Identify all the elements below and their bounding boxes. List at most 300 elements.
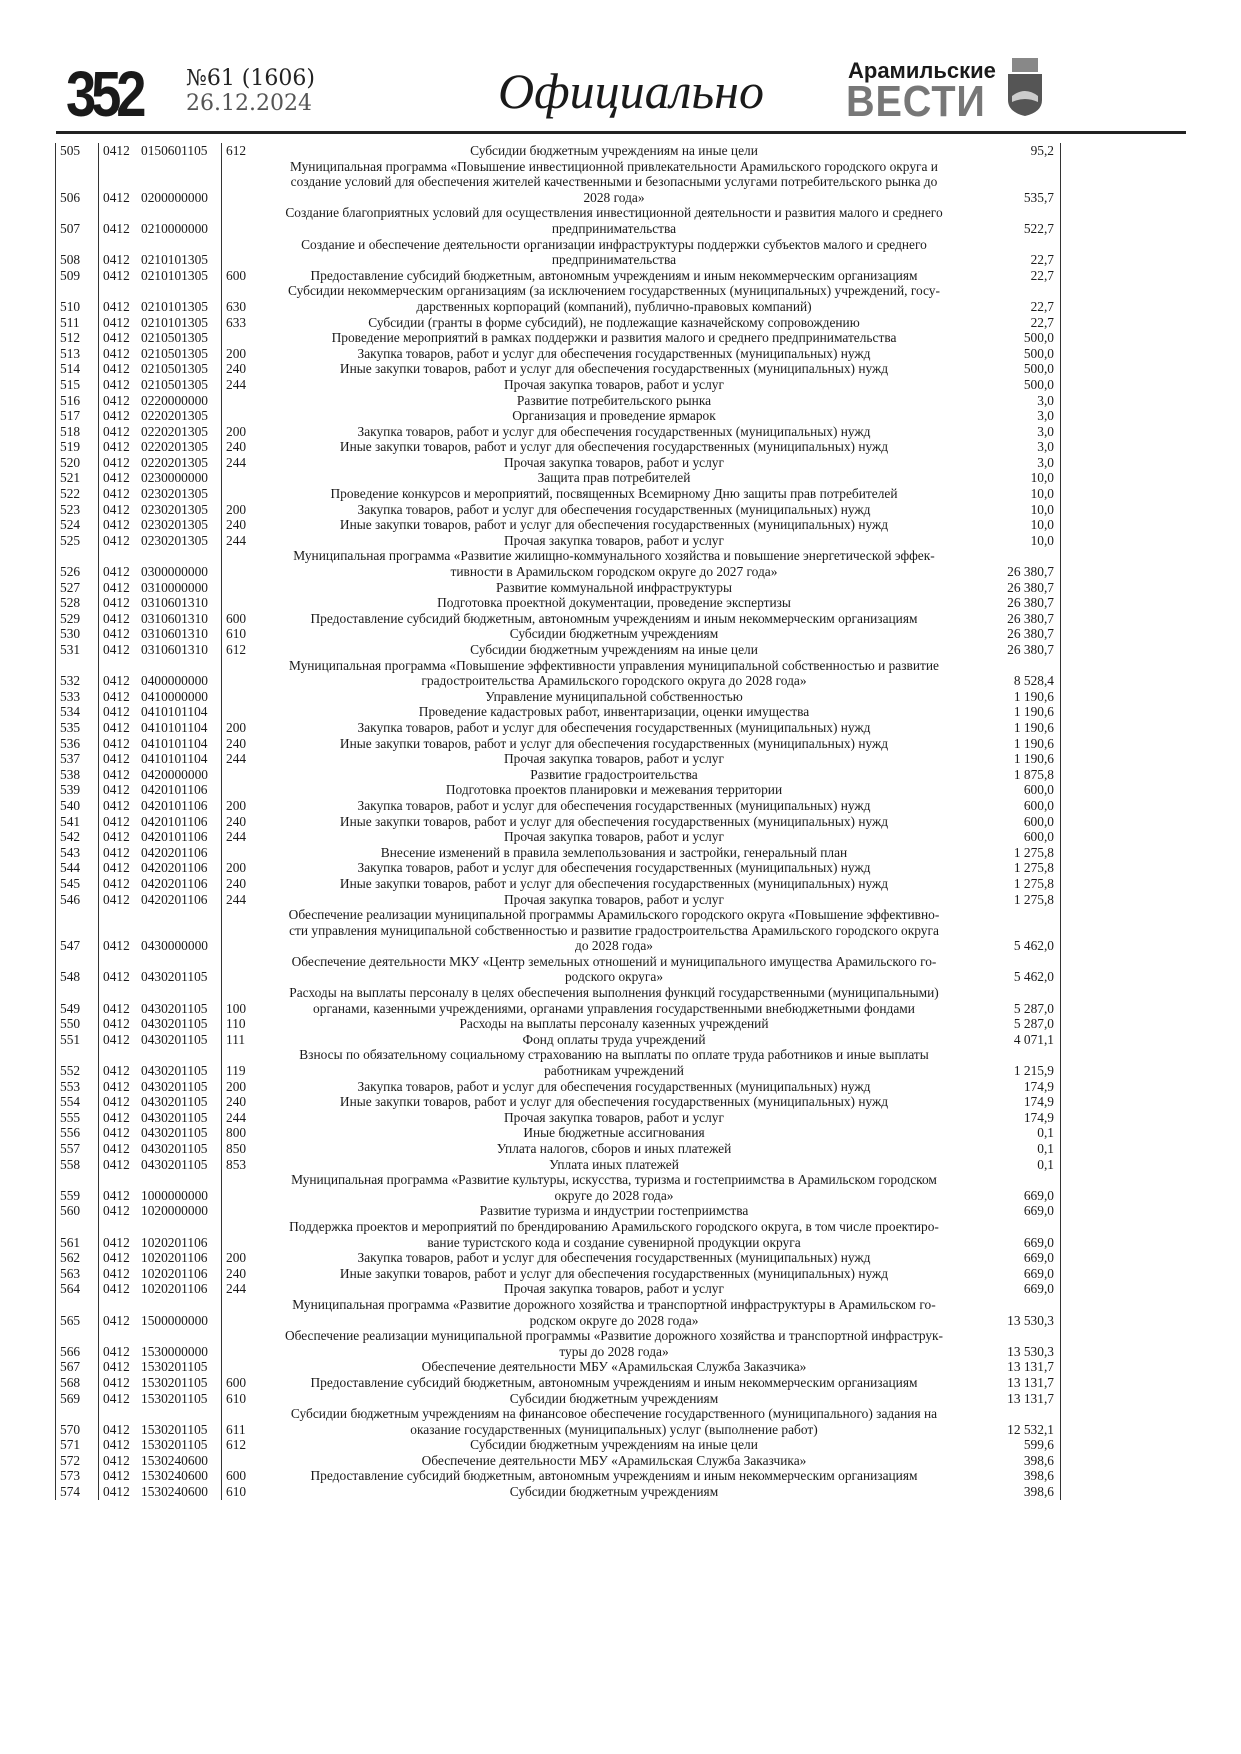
row-number: 552 (56, 1047, 99, 1078)
row-number: 537 (56, 751, 99, 767)
target-code: 1000000000 (141, 1187, 208, 1203)
target-code: 0420201106 (141, 891, 208, 907)
item-name: Обеспечение деятельности МБУ «Арамильская Служба Заказчика» (421, 1452, 807, 1468)
row-number: 533 (56, 689, 99, 705)
target-code: 1020000000 (141, 1203, 208, 1219)
section-code: 0412 (99, 704, 142, 720)
target-code: 1530000000 (141, 1343, 208, 1359)
table-row (56, 1016, 1061, 1032)
expense-type (222, 393, 259, 409)
row-number: 512 (56, 330, 99, 346)
row-number: 505 (56, 143, 99, 159)
section-code: 0412 (99, 1437, 142, 1453)
amount: 669,0 (970, 1281, 1061, 1297)
expense-type: 630 (222, 283, 259, 314)
amount: 3,0 (970, 455, 1061, 471)
target-code: 0210501305 (141, 330, 208, 346)
expense-type (222, 845, 259, 861)
item-name: Создание и обеспечение деятельности организации инфраструктуры поддержки субъектов малого и среднего предпринимательства (301, 236, 927, 268)
expense-type (222, 689, 259, 705)
item-name: Закупка товаров, работ и услуг для обеспечения государственных (муниципальных) нужд (357, 501, 871, 517)
expense-type (222, 658, 259, 689)
section-code: 0412 (99, 642, 142, 658)
table-row (56, 1453, 1061, 1469)
row-number: 571 (56, 1437, 99, 1453)
expense-type: 200 (222, 798, 259, 814)
target-code: 0420000000 (141, 766, 208, 782)
target-code: 0200000000 (141, 189, 208, 205)
row-number: 538 (56, 767, 99, 783)
amount: 1 875,8 (970, 767, 1061, 783)
expense-type (222, 595, 259, 611)
section-code: 0412 (99, 1359, 142, 1375)
section-code: 0412 (99, 1266, 142, 1282)
target-code: 1530240600 (141, 1484, 208, 1500)
amount: 0,1 (970, 1125, 1061, 1141)
item-name: Уплата налогов, сборов и иных платежей (496, 1141, 732, 1156)
amount: 1 275,8 (970, 845, 1061, 861)
table-row (56, 361, 1061, 377)
section-code: 0412 (99, 237, 142, 268)
target-code: 0430201105 (141, 1156, 208, 1172)
section-code: 0412 (99, 1219, 142, 1250)
table-row (56, 346, 1061, 362)
section-code: 0412 (99, 954, 142, 985)
amount: 13 131,7 (970, 1375, 1061, 1391)
amount: 13 530,3 (970, 1328, 1061, 1359)
row-number: 522 (56, 486, 99, 502)
table-row (56, 798, 1061, 814)
expense-type: 200 (222, 502, 259, 518)
section-code: 0412 (99, 798, 142, 814)
amount: 669,0 (970, 1219, 1061, 1250)
row-number: 543 (56, 845, 99, 861)
table-row (56, 1391, 1061, 1407)
expense-type (222, 907, 259, 954)
item-name: Поддержка проектов и мероприятий по брендированию Арамильского городского округа, в том числе проектиро- вание туристского кода и создание сувенирной продукции округа (289, 1218, 939, 1250)
section-code: 0412 (99, 455, 142, 471)
amount: 13 131,7 (970, 1391, 1061, 1407)
table-row (56, 720, 1061, 736)
target-code: 0420201106 (141, 875, 208, 891)
amount: 599,6 (970, 1437, 1061, 1453)
expense-type: 612 (222, 642, 259, 658)
section-code: 0412 (99, 548, 142, 579)
expense-type: 633 (222, 315, 259, 331)
target-code: 0230201305 (141, 501, 208, 517)
target-code: 1530201105 (141, 1421, 208, 1437)
table-row (56, 1359, 1061, 1375)
section-code: 0412 (99, 626, 142, 642)
target-code: 0210501305 (141, 345, 208, 361)
target-code: 0430201105 (141, 1125, 208, 1141)
row-number: 528 (56, 595, 99, 611)
item-name: Муниципальная программа «Повышение эффективности управления муниципальной собственностью и развитие градостроительства Арамильского городского округа до 2028 года» (289, 657, 939, 689)
amount: 3,0 (970, 439, 1061, 455)
table-row (56, 1203, 1061, 1219)
target-code: 0420101106 (141, 813, 208, 829)
target-code: 0150601105 (141, 143, 208, 158)
section-code: 0412 (99, 1094, 142, 1110)
expense-type: 200 (222, 424, 259, 440)
header-divider (56, 131, 1186, 134)
target-code: 0430201105 (141, 1031, 208, 1047)
expense-type (222, 237, 259, 268)
row-number: 564 (56, 1281, 99, 1297)
amount: 1 190,6 (970, 751, 1061, 767)
target-code: 0430201105 (141, 969, 208, 985)
item-name: Прочая закупка товаров, работ и услуг (504, 1281, 724, 1297)
section-code: 0412 (99, 486, 142, 502)
item-name: Подготовка проектов планировки и межевания территории (445, 782, 783, 798)
table-row (56, 907, 1061, 954)
expense-type: 119 (222, 1047, 259, 1078)
item-name: Иные закупки товаров, работ и услуг для обеспечения государственных (муниципальных) нужд (339, 1265, 889, 1281)
section-code: 0412 (99, 1125, 142, 1141)
row-number: 540 (56, 798, 99, 814)
section-code: 0412 (99, 393, 142, 409)
row-number: 570 (56, 1406, 99, 1437)
expense-type: 240 (222, 1266, 259, 1282)
item-name: Закупка товаров, работ и услуг для обеспечения государственных (муниципальных) нужд (357, 719, 871, 735)
expense-type: 244 (222, 377, 259, 393)
target-code: 1530201105 (141, 1390, 208, 1406)
row-number: 573 (56, 1468, 99, 1484)
amount: 10,0 (970, 502, 1061, 518)
table-row (56, 1219, 1061, 1250)
row-number: 510 (56, 283, 99, 314)
expense-type: 600 (222, 1468, 259, 1484)
target-code: 0310601310 (141, 626, 208, 642)
section-code: 0412 (99, 767, 142, 783)
expense-type: 244 (222, 1281, 259, 1297)
row-number: 554 (56, 1094, 99, 1110)
target-code: 0210101305 (141, 267, 208, 283)
section-code: 0412 (99, 1016, 142, 1032)
section-code: 0412 (99, 658, 142, 689)
table-row (56, 1437, 1061, 1453)
section-code: 0412 (99, 595, 142, 611)
logo-main-text: ВЕСТИ (846, 77, 986, 126)
target-code: 1530240600 (141, 1468, 208, 1484)
section-code: 0412 (99, 1484, 142, 1500)
table-row (56, 595, 1061, 611)
target-code: 0210000000 (141, 220, 208, 236)
expense-type: 612 (222, 143, 259, 159)
section-title: Официально (498, 63, 764, 119)
expense-type: 200 (222, 1079, 259, 1095)
item-name: Субсидии бюджетным учреждениям на иные цели (470, 1437, 758, 1453)
table-row (56, 502, 1061, 518)
expense-type: 612 (222, 1437, 259, 1453)
amount: 522,7 (970, 205, 1061, 236)
row-number: 511 (56, 315, 99, 331)
target-code: 0310601310 (141, 610, 208, 626)
expense-type: 240 (222, 517, 259, 533)
item-name: Обеспечение деятельности МКУ «Центр земельных отношений и муниципального имущества Арамильского го- родского округа» (291, 953, 937, 985)
expense-type: 240 (222, 439, 259, 455)
table-row (56, 330, 1061, 346)
section-code: 0412 (99, 1032, 142, 1048)
amount: 26 380,7 (970, 626, 1061, 642)
target-code: 0220201305 (141, 439, 208, 455)
item-name: Проведение кадастровых работ, инвентаризации, оценки имущества (418, 704, 810, 720)
target-code: 0410000000 (141, 688, 208, 704)
table-row (56, 1125, 1061, 1141)
target-code: 0430201105 (141, 1078, 208, 1094)
expense-type: 610 (222, 1391, 259, 1407)
section-code: 0412 (99, 1297, 142, 1328)
section-code: 0412 (99, 985, 142, 1016)
expense-type: 240 (222, 1094, 259, 1110)
row-number: 559 (56, 1172, 99, 1203)
expense-type: 110 (222, 1016, 259, 1032)
row-number: 561 (56, 1219, 99, 1250)
amount: 26 380,7 (970, 611, 1061, 627)
expense-type (222, 159, 259, 206)
target-code: 0230201305 (141, 517, 208, 533)
section-code: 0412 (99, 751, 142, 767)
table-row (56, 1468, 1061, 1484)
row-number: 532 (56, 658, 99, 689)
section-code: 0412 (99, 361, 142, 377)
table-row (56, 876, 1061, 892)
target-code: 0430201105 (141, 1063, 208, 1079)
item-name: Субсидии (гранты в форме субсидий), не подлежащие казначейскому сопровождению (368, 314, 860, 330)
row-number: 548 (56, 954, 99, 985)
section-code: 0412 (99, 1110, 142, 1126)
section-code: 0412 (99, 1328, 142, 1359)
issue-number: №61 (1606) (186, 66, 315, 91)
target-code: 0430201105 (141, 1016, 208, 1032)
table-row (56, 393, 1061, 409)
target-code: 0220201305 (141, 454, 208, 470)
target-code: 0410101104 (141, 719, 208, 735)
amount: 174,9 (970, 1094, 1061, 1110)
target-code: 1530201105 (141, 1359, 208, 1375)
expense-type: 600 (222, 611, 259, 627)
item-name: Предоставление субсидий бюджетным, автономным учреждениям и иным некоммерческим организациям (310, 1374, 918, 1390)
row-number: 509 (56, 268, 99, 284)
target-code: 1020201106 (141, 1250, 208, 1266)
row-number: 551 (56, 1032, 99, 1048)
amount: 5 462,0 (970, 954, 1061, 985)
section-code: 0412 (99, 736, 142, 752)
item-name: Субсидии бюджетным учреждениям (509, 1390, 719, 1406)
item-name: Закупка товаров, работ и услуг для обеспечения государственных (муниципальных) нужд (357, 1078, 871, 1094)
section-code: 0412 (99, 1281, 142, 1297)
section-code: 0412 (99, 1047, 142, 1078)
row-number: 542 (56, 829, 99, 845)
item-name: Прочая закупка товаров, работ и услуг (504, 532, 724, 548)
table-row (56, 533, 1061, 549)
amount: 13 530,3 (970, 1297, 1061, 1328)
expense-type: 600 (222, 1375, 259, 1391)
section-code: 0412 (99, 533, 142, 549)
target-code: 0210501305 (141, 376, 208, 392)
target-code: 0310000000 (141, 579, 208, 595)
row-number: 574 (56, 1484, 99, 1500)
row-number: 553 (56, 1079, 99, 1095)
row-number: 568 (56, 1375, 99, 1391)
row-number: 531 (56, 642, 99, 658)
section-code: 0412 (99, 1453, 142, 1469)
row-number: 530 (56, 626, 99, 642)
table-row (56, 1406, 1061, 1437)
row-number: 558 (56, 1157, 99, 1173)
table-row (56, 767, 1061, 783)
page-number: 352 (66, 58, 142, 130)
expense-type: 111 (222, 1032, 259, 1048)
amount: 5 287,0 (970, 1016, 1061, 1032)
row-number: 518 (56, 424, 99, 440)
item-name: Организация и проведение ярмарок (512, 408, 716, 424)
expense-type: 240 (222, 814, 259, 830)
row-number: 562 (56, 1250, 99, 1266)
target-code: 0430000000 (141, 938, 208, 954)
table-row (56, 486, 1061, 502)
table-row (56, 1328, 1061, 1359)
table-row (56, 1281, 1061, 1297)
section-code: 0412 (99, 845, 142, 861)
table-row (56, 985, 1061, 1016)
logo-top-text: Арамильские (848, 58, 996, 83)
expense-type (222, 1328, 259, 1359)
row-number: 514 (56, 361, 99, 377)
expense-type: 200 (222, 346, 259, 362)
table-row (56, 470, 1061, 486)
table-row (56, 1047, 1061, 1078)
budget-table (55, 143, 1061, 1500)
expense-type: 853 (222, 1157, 259, 1173)
row-number: 569 (56, 1391, 99, 1407)
row-number: 519 (56, 439, 99, 455)
row-number: 563 (56, 1266, 99, 1282)
section-code: 0412 (99, 470, 142, 486)
item-name: Прочая закупка товаров, работ и услуг (504, 891, 724, 907)
item-name: Субсидии бюджетным учреждениям на иные цели (470, 642, 758, 657)
target-code: 0310601310 (141, 642, 208, 657)
expense-type (222, 1453, 259, 1469)
item-name: Закупка товаров, работ и услуг для обеспечения государственных (муниципальных) нужд (357, 423, 871, 439)
expense-type: 244 (222, 892, 259, 908)
item-name: Муниципальная программа «Развитие культуры, искусства, туризма и гостеприимства в Арамильском городском округе до 2028 года» (291, 1172, 937, 1203)
table-row (56, 408, 1061, 424)
target-code: 0430201105 (141, 1109, 208, 1125)
target-code: 1500000000 (141, 1312, 208, 1328)
expense-type (222, 1359, 259, 1375)
item-name: Уплата иных платежей (549, 1156, 679, 1172)
section-code: 0412 (99, 1375, 142, 1391)
target-code: 0210101305 (141, 252, 208, 268)
amount: 0,1 (970, 1141, 1061, 1157)
section-code: 0412 (99, 517, 142, 533)
target-code: 0230000000 (141, 470, 208, 486)
expense-type (222, 470, 259, 486)
amount: 1 215,9 (970, 1047, 1061, 1078)
row-number: 545 (56, 876, 99, 892)
amount: 12 532,1 (970, 1406, 1061, 1437)
expense-type: 240 (222, 876, 259, 892)
expense-type: 200 (222, 1250, 259, 1266)
item-name: Предоставление субсидий бюджетным, автономным учреждениям и иным некоммерческим организациям (310, 610, 918, 626)
amount: 669,0 (970, 1266, 1061, 1282)
row-number: 536 (56, 736, 99, 752)
section-code: 0412 (99, 829, 142, 845)
amount: 22,7 (970, 268, 1061, 284)
row-number: 520 (56, 455, 99, 471)
amount: 0,1 (970, 1157, 1061, 1173)
row-number: 515 (56, 377, 99, 393)
section-code: 0412 (99, 892, 142, 908)
item-name: Расходы на выплаты персоналу казенных учреждений (459, 1016, 769, 1032)
item-name: Прочая закупка товаров, работ и услуг (504, 1109, 724, 1125)
expense-type (222, 954, 259, 985)
target-code: 0410101104 (141, 751, 208, 767)
table-row (56, 1484, 1061, 1500)
section-code: 0412 (99, 1172, 142, 1203)
amount: 1 190,6 (970, 704, 1061, 720)
amount: 1 190,6 (970, 720, 1061, 736)
item-name: Обеспечение реализации муниципальной программы «Развитие дорожного хозяйства и транспортной инфраструк- туры до 2028 года» (284, 1328, 944, 1359)
expense-type: 200 (222, 860, 259, 876)
amount: 10,0 (970, 486, 1061, 502)
amount: 5 287,0 (970, 985, 1061, 1016)
target-code: 0210501305 (141, 361, 208, 377)
target-code: 0210101305 (141, 298, 208, 314)
expense-type (222, 1203, 259, 1219)
expense-type (222, 486, 259, 502)
target-code: 0410101104 (141, 735, 208, 751)
target-code: 0430201105 (141, 1000, 208, 1016)
amount: 1 275,8 (970, 876, 1061, 892)
item-name: Защита прав потребителей (537, 470, 691, 486)
expense-type (222, 548, 259, 579)
table-row (56, 892, 1061, 908)
table-row (56, 1157, 1061, 1173)
expense-type (222, 580, 259, 596)
expense-type (222, 205, 259, 236)
table-row (56, 658, 1061, 689)
section-code: 0412 (99, 408, 142, 424)
table-row (56, 424, 1061, 440)
table-row (56, 1094, 1061, 1110)
amount: 398,6 (970, 1468, 1061, 1484)
row-number: 516 (56, 393, 99, 409)
item-name: Прочая закупка товаров, работ и услуг (504, 829, 724, 845)
table-row (56, 814, 1061, 830)
section-code: 0412 (99, 377, 142, 393)
expense-type: 244 (222, 455, 259, 471)
amount: 600,0 (970, 782, 1061, 798)
item-name: Развитие коммунальной инфраструктуры (496, 579, 732, 595)
amount: 8 528,4 (970, 658, 1061, 689)
target-code: 0430201105 (141, 1094, 208, 1110)
section-code: 0412 (99, 782, 142, 798)
issue-info (186, 66, 315, 116)
amount: 500,0 (970, 330, 1061, 346)
section-code: 0412 (99, 1406, 142, 1437)
table-row (56, 736, 1061, 752)
amount: 398,6 (970, 1484, 1061, 1500)
amount: 1 190,6 (970, 689, 1061, 705)
item-name: Развитие градостроительства (530, 766, 698, 782)
section-code: 0412 (99, 1079, 142, 1095)
target-code: 1020201106 (141, 1281, 208, 1297)
item-name: Проведение мероприятий в рамках поддержки и развития малого и среднего предпринимательства (331, 330, 897, 346)
issue-date: 26.12.2024 (186, 91, 312, 116)
amount: 1 275,8 (970, 892, 1061, 908)
